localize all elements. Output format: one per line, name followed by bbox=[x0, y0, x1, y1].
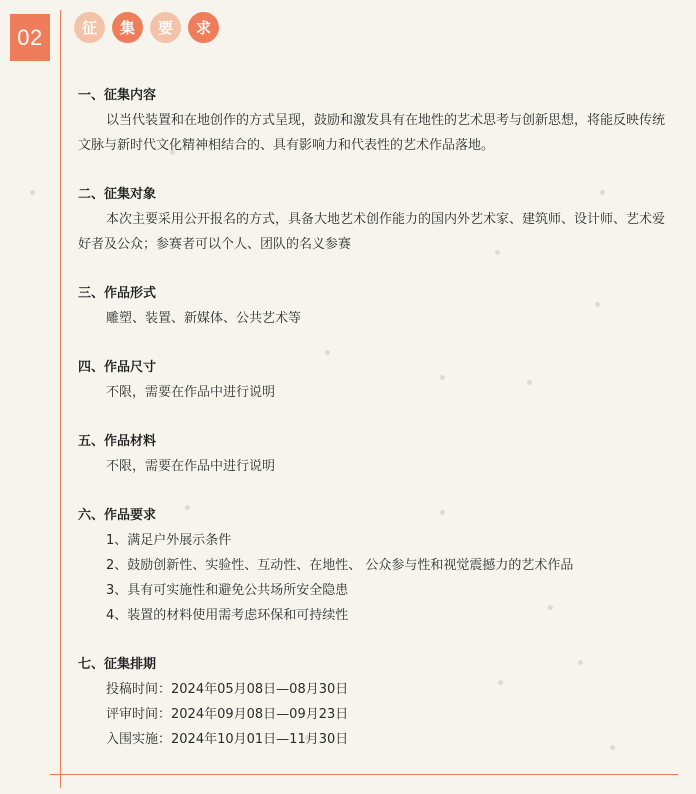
section-heading: 二、征集对象 bbox=[78, 187, 157, 202]
title-char: 求 bbox=[188, 12, 219, 43]
section-material bbox=[78, 429, 668, 479]
section-heading: 七、征集排期 bbox=[78, 657, 157, 672]
title-char: 要 bbox=[150, 12, 181, 43]
section-paragraph: 以当代装置和在地创作的方式呈现，鼓励和激发具有在地性的艺术思考与创新思想，将能反映传统文脉与新时代文化精神相结合的、具有影响力和代表性的艺术作品落地。 bbox=[78, 113, 666, 153]
list-item: 2、鼓励创新性、实验性、互动性、在地性、 公众参与性和视觉震撼力的艺术作品 bbox=[106, 558, 574, 573]
section-target bbox=[78, 182, 668, 257]
list-item: 4、装置的材料使用需考虑环保和可持续性 bbox=[106, 608, 349, 623]
section-heading: 三、作品形式 bbox=[78, 286, 157, 301]
section-heading: 四、作品尺寸 bbox=[78, 360, 157, 375]
vertical-rule bbox=[60, 10, 61, 788]
schedule-item: 入围实施：2024年10月01日—11月30日 bbox=[106, 732, 349, 747]
title-char: 征 bbox=[74, 12, 105, 43]
requirements-content bbox=[78, 83, 668, 776]
list-item: 1、满足户外展示条件 bbox=[106, 533, 232, 548]
paper-speck bbox=[30, 190, 35, 195]
section-line: 雕塑、装置、新媒体、公共艺术等 bbox=[106, 311, 302, 326]
section-number-badge: 02 bbox=[10, 14, 50, 61]
section-heading: 一、征集内容 bbox=[78, 88, 157, 103]
section-line: 不限，需要在作品中进行说明 bbox=[106, 385, 276, 400]
section-title bbox=[74, 12, 219, 43]
schedule-item: 投稿时间：2024年05月08日—08月30日 bbox=[106, 682, 349, 697]
section-size bbox=[78, 355, 668, 405]
list-item: 3、具有可实施性和避免公共场所安全隐患 bbox=[106, 583, 349, 598]
title-char: 集 bbox=[112, 12, 143, 43]
section-paragraph: 本次主要采用公开报名的方式，具备大地艺术创作能力的国内外艺术家、建筑师、设计师、艺术爱好者及公众；参赛者可以个人、团队的名义参赛 bbox=[78, 212, 666, 252]
section-line: 不限，需要在作品中进行说明 bbox=[106, 459, 276, 474]
section-form bbox=[78, 281, 668, 331]
section-schedule bbox=[78, 652, 668, 752]
section-heading: 六、作品要求 bbox=[78, 508, 157, 523]
section-heading: 五、作品材料 bbox=[78, 434, 157, 449]
section-content bbox=[78, 83, 668, 158]
schedule-item: 评审时间：2024年09月08日—09月23日 bbox=[106, 707, 349, 722]
section-requirements bbox=[78, 503, 668, 628]
